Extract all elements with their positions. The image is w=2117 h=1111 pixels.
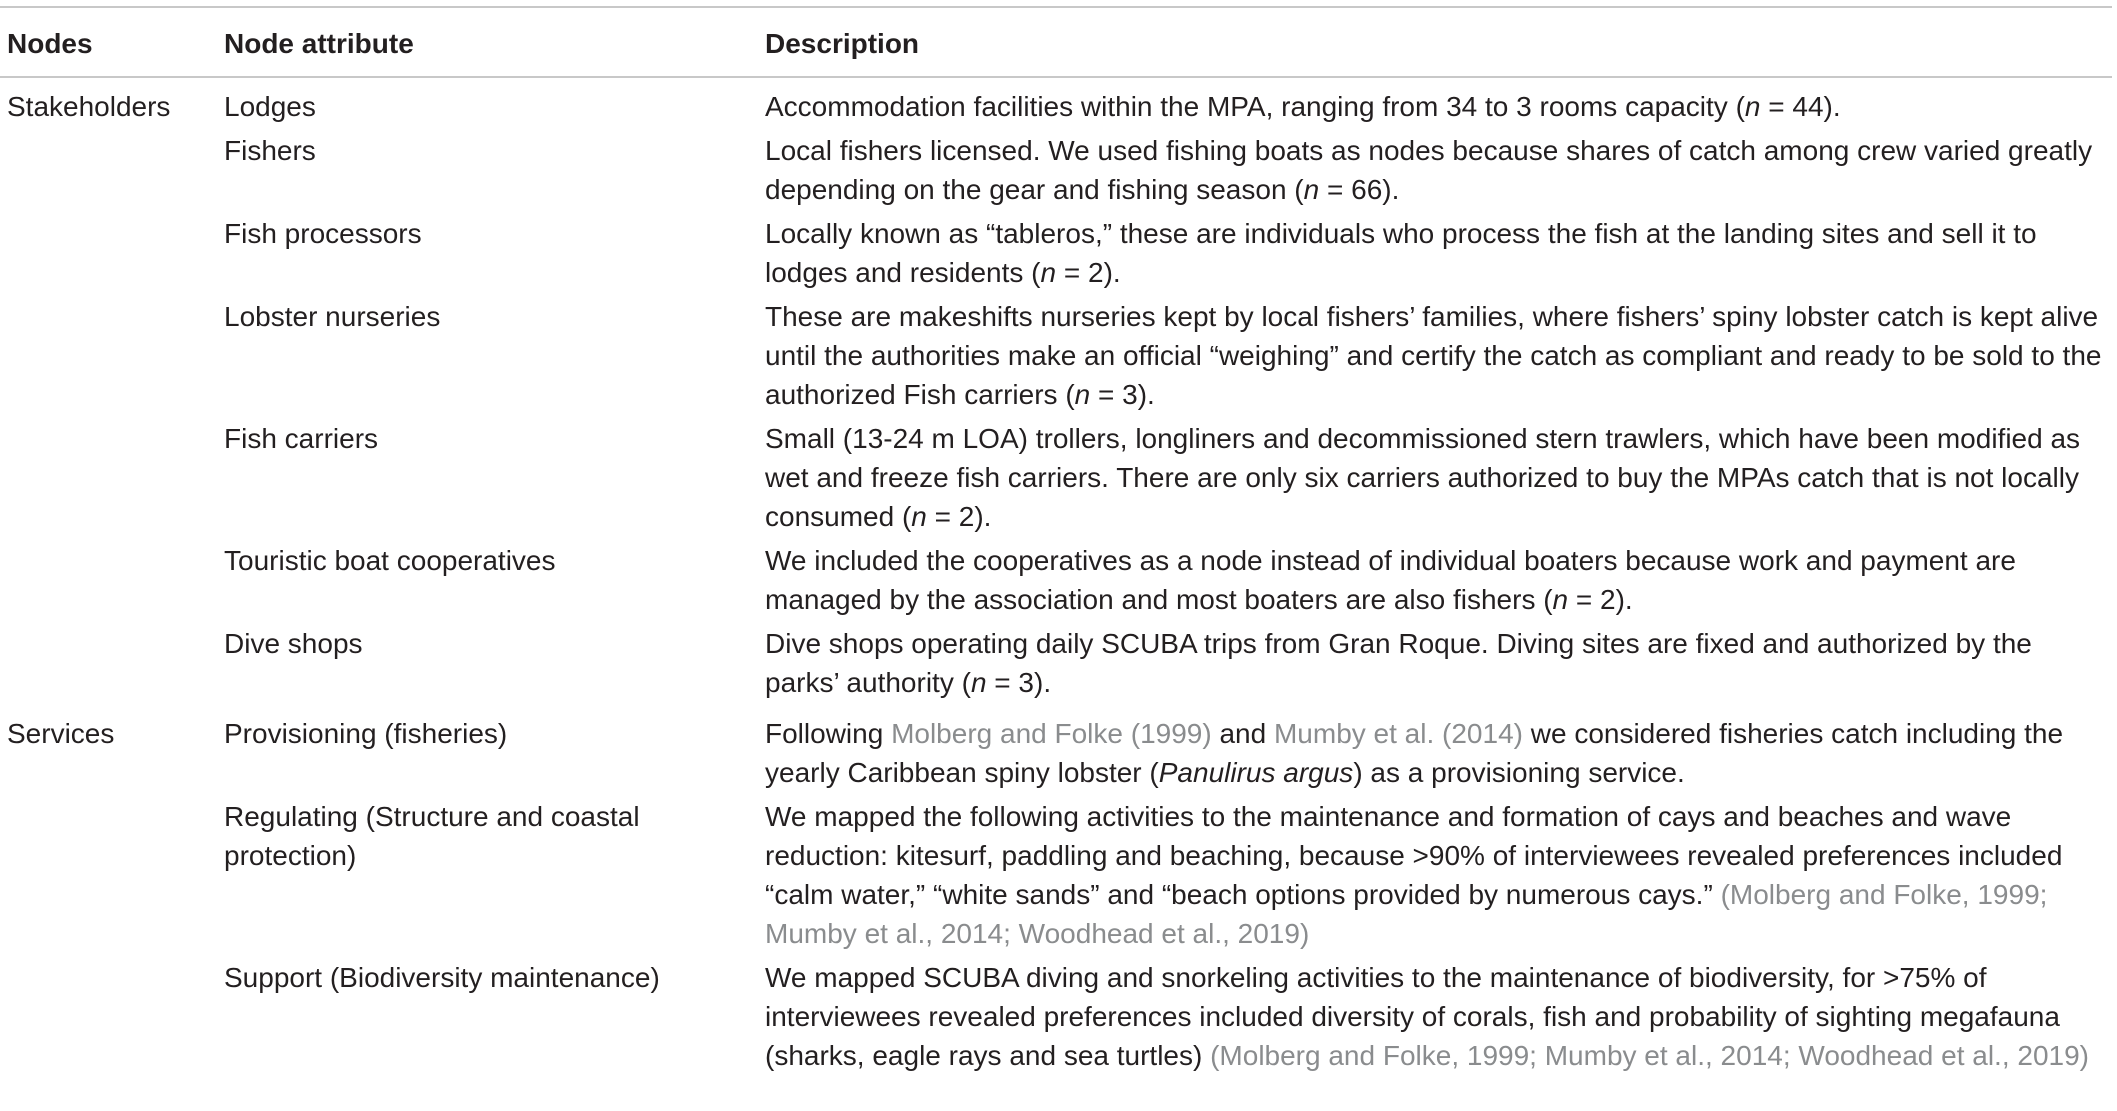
row-group: Services [7,718,115,749]
row-attribute: Touristic boat cooperatives [224,545,556,576]
table-row [0,214,2112,297]
row-description: Dive shops operating daily SCUBA trips from Gran Roque. Diving sites are fixed and authorized by the parks’ authority (n = 3). [765,628,2032,698]
row-group [0,131,217,214]
node-attributes-table [0,6,2112,1080]
row-description: These are makeshifts nurseries kept by local fishers’ families, where fishers’ spiny lobster catch is kept alive until the authorities make an official “weighing” and certify the catch as compliant and ready to be sold to the authorized Fish carriers (n = 3). [765,301,2102,410]
row-description: Accommodation facilities within the MPA, ranging from 34 to 3 rooms capacity (n = 44). [765,91,1841,122]
row-group: Stakeholders [7,91,171,122]
row-group [0,797,217,958]
table-row [0,419,2112,541]
row-group [0,958,217,1080]
row-attribute: Fishers [224,135,316,166]
table-row [0,707,2112,797]
table-row [0,541,2112,624]
row-description: Local fishers licensed. We used fishing boats as nodes because shares of catch among crew varied greatly depending on the gear and fishing season (n = 66). [765,135,2093,205]
citation-link[interactable]: (Molberg and Folke, 1999; Mumby et al., 2014; Woodhead et al., 2019) [765,879,2048,949]
row-group [0,624,217,707]
row-group [0,214,217,297]
row-attribute: Support (Biodiversity maintenance) [224,962,660,993]
table-row [0,624,2112,707]
citation-link[interactable]: Molberg and Folke (1999) [891,718,1212,749]
row-description: We included the cooperatives as a node instead of individual boaters because work and payment are managed by the association and most boaters are also fishers (n = 2). [765,545,2016,615]
table-row [0,797,2112,958]
table-row [0,297,2112,419]
row-description: Following Molberg and Folke (1999) and Mumby et al. (2014) we considered fisheries catch including the yearly Caribbean spiny lobster (Panulirus argus) as a provisioning service. [765,718,2064,788]
row-attribute: Fish carriers [224,423,379,454]
row-group [0,419,217,541]
header-nodes: Nodes [0,7,217,77]
row-attribute: Lobster nurseries [224,301,441,332]
row-attribute: Lodges [224,91,316,122]
citation-link[interactable]: Mumby et al. (2014) [1273,718,1523,749]
table-row [0,958,2112,1080]
row-attribute: Fish processors [224,218,422,249]
row-description: Locally known as “tableros,” these are individuals who process the fish at the landing sites and sell it to lodges and residents (n = 2). [765,218,2037,288]
row-description: We mapped SCUBA diving and snorkeling activities to the maintenance of biodiversity, for >75% of interviewees revealed preferences included diversity of corals, fish and probability of sighting megafauna (sharks, eagle rays and sea turtles) (Molberg and Folke, 1999; Mumby et al., 2014; Woodhead et al., 2019) [765,962,2089,1071]
row-group [0,541,217,624]
header-row [0,7,2112,77]
header-node-attribute: Node attribute [217,7,765,77]
row-description: We mapped the following activities to the maintenance and formation of cays and beaches and wave reduction: kitesurf, paddling and beaching, because >90% of interviewees revealed preferences included “calm water,” “white sands” and “beach options provided by numerous cays.” (Molberg and Folke, 1999; Mumby et al., 2014; Woodhead et al., 2019) [765,801,2063,949]
row-attribute: Dive shops [224,628,363,659]
row-group [0,297,217,419]
row-attribute: Provisioning (fisheries) [224,718,508,749]
row-attribute: Regulating (Structure and coastal protection) [224,801,640,871]
table-row [0,131,2112,214]
citation-link[interactable]: (Molberg and Folke, 1999; Mumby et al., 2014; Woodhead et al., 2019) [1210,1040,2089,1071]
row-description: Small (13-24 m LOA) trollers, longliners and decommissioned stern trawlers, which have been modified as wet and freeze fish carriers. There are only six carriers authorized to buy the MPAs catch that is not locally consumed (n = 2). [765,423,2081,532]
table-row [0,77,2112,131]
header-description: Description [765,7,2112,77]
